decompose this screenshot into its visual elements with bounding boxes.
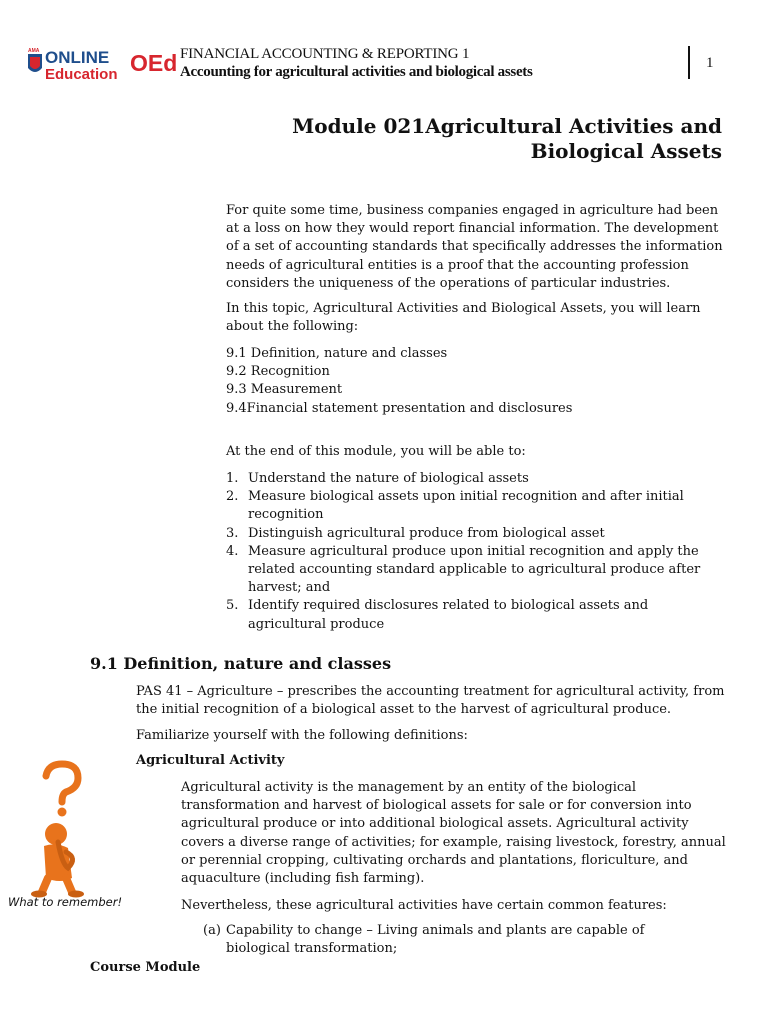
outcome-text: Measure agricultural produce upon initial recognition and apply the related accounting standard applicable to agricultural produce after harvest; and bbox=[248, 543, 701, 596]
agricultural-activity-heading: Agricultural Activity bbox=[136, 753, 285, 768]
svg-text:AMA: AMA bbox=[28, 48, 40, 54]
outcome-item bbox=[226, 543, 726, 598]
oed-logo: OEd bbox=[130, 50, 178, 76]
section-heading: 9.1 Definition, nature and classes bbox=[90, 654, 392, 673]
feature-label: (a) bbox=[203, 923, 221, 938]
page-number: 1 bbox=[706, 55, 714, 71]
feature-item-a bbox=[203, 922, 703, 958]
feature-text: Capability to change – Living animals and plants are capable of biological transformation; bbox=[226, 923, 645, 957]
learning-outcomes-list bbox=[226, 470, 726, 634]
outcome-number: 4. bbox=[226, 543, 239, 559]
what-to-remember-mascot-icon bbox=[6, 760, 130, 910]
outcome-number: 5. bbox=[226, 598, 239, 614]
course-module-footer: Course Module bbox=[90, 960, 201, 975]
outcome-text: Understand the nature of biological assets bbox=[248, 471, 529, 486]
topic-item: 9.4Financial statement presentation and disclosures bbox=[226, 400, 573, 416]
agricultural-activity-definition: Agricultural activity is the management by an entity of the biological transformation and harvest of biological assets for sale or for conversion into agricultural produce or into additional biological assets. Agricultural activity covers a diverse range of activities; for example, raising livestock, forestry, annual or perennial cropping, cultivating orchards and plantations, floriculture, and aquaculture (including fish farming). bbox=[181, 780, 726, 887]
outcome-number: 3. bbox=[226, 525, 239, 541]
svg-text:What to remember!: What to remember! bbox=[8, 895, 123, 909]
topic-item: 9.1 Definition, nature and classes bbox=[226, 346, 448, 361]
topic-item: 9.3 Measurement bbox=[226, 382, 343, 398]
module-title bbox=[290, 114, 722, 164]
outcome-item bbox=[226, 488, 726, 524]
familiarize-paragraph: Familiarize yourself with the following definitions: bbox=[136, 728, 468, 743]
outcome-text: Identify required disclosures related to biological assets and agricultural produce bbox=[248, 598, 649, 632]
outcome-item bbox=[226, 470, 726, 488]
topic-list bbox=[226, 345, 726, 418]
intro-paragraph: For quite some time, business companies engaged in agriculture had been at a loss on how they would report financial information. The development of a set of accounting standards that specifically addresses the information needs of agricultural entities is a proof that the accounting profession considers the uniqueness of the operations of particular industries. bbox=[226, 203, 723, 291]
header-divider bbox=[688, 46, 690, 79]
online-education-logo bbox=[26, 46, 126, 82]
outcome-item bbox=[226, 525, 726, 543]
module-title-line1: Module 021Agricultural Activities and bbox=[292, 114, 722, 138]
outcome-number: 1. bbox=[226, 471, 239, 486]
topic-title: Accounting for agricultural activities and biological assets bbox=[180, 64, 533, 80]
outcome-text: Distinguish agricultural produce from biological asset bbox=[248, 525, 605, 541]
outcomes-lead: At the end of this module, you will be able to: bbox=[226, 444, 526, 459]
pas41-paragraph: PAS 41 – Agriculture – prescribes the accounting treatment for agricultural activity, from the initial recognition of a biological asset to the harvest of agricultural produce. bbox=[136, 684, 725, 718]
outcome-number: 2. bbox=[226, 489, 239, 505]
common-features-lead: Nevertheless, these agricultural activities have certain common features: bbox=[181, 898, 667, 913]
outcome-text: Measure biological assets upon initial recognition and after initial recognition bbox=[248, 489, 684, 523]
topic-intro-paragraph: In this topic, Agricultural Activities and Biological Assets, you will learn about the following: bbox=[226, 301, 701, 335]
module-title-line2: Biological Assets bbox=[530, 139, 722, 163]
topic-item: 9.2 Recognition bbox=[226, 364, 330, 380]
course-title: FINANCIAL ACCOUNTING & REPORTING 1 bbox=[180, 46, 470, 62]
outcome-item bbox=[226, 597, 726, 633]
svg-text:Education: Education bbox=[45, 66, 118, 82]
svg-text:ONLINE: ONLINE bbox=[45, 48, 110, 67]
